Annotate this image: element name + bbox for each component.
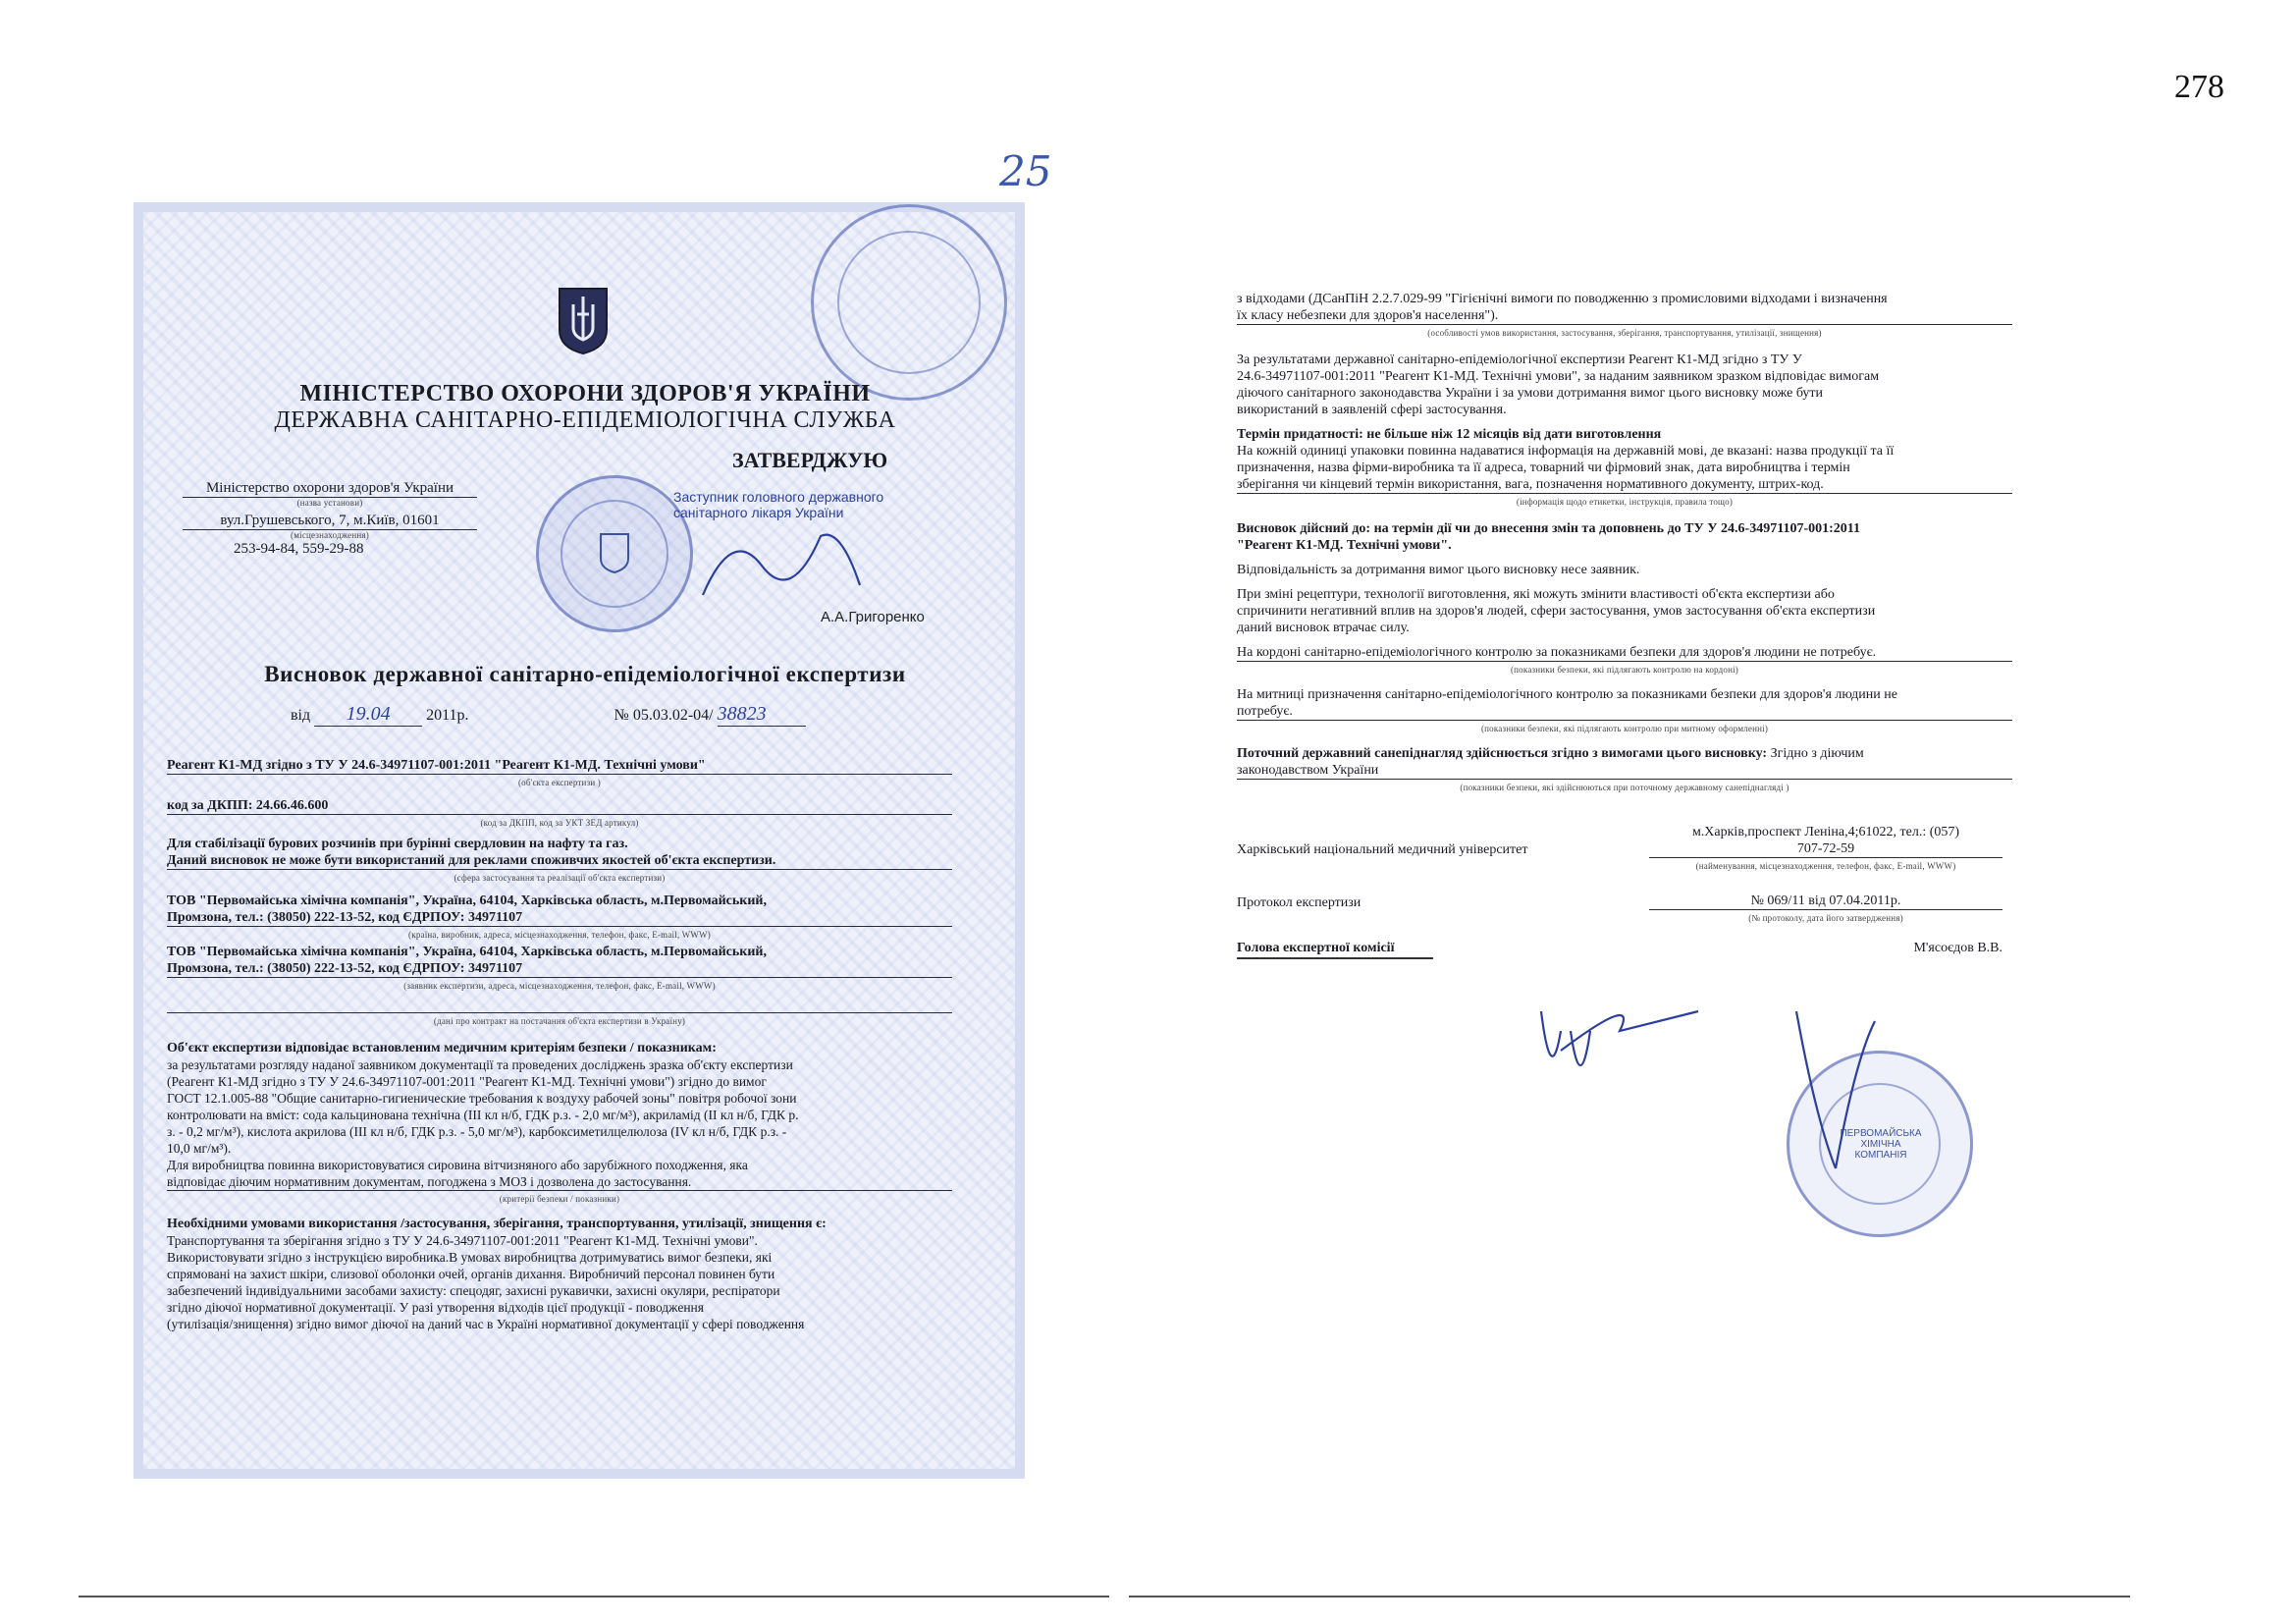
result-text [1237, 352, 2012, 418]
maker-line-2: Промзона, тел.: (38050) 222-13-52, код ЄДРПОУ: 34971107 [167, 910, 523, 925]
university-address-1: м.Харків,проспект Леніна,4;61022, тел.: (057) [1691, 825, 1960, 839]
applicant-line-2: Промзона, тел.: (38050) 222-13-52, код ЄДРПОУ: 34971107 [167, 961, 523, 976]
usage-caption: (сфера застосування та реалізації об'єкта експертизи) [454, 873, 666, 883]
shelf-caption: (інформація щодо етикетки, інструкція, правила тощо) [1516, 497, 1734, 507]
page-number: 278 [2174, 69, 2224, 105]
applicant-caption: (заявник експертизи, адреса, місцезнаходження, телефон, факс, E-mail, WWW) [403, 981, 716, 991]
institution-address: вул.Грушевського, 7, м.Київ, 01601 [220, 513, 440, 528]
date-number-row [291, 703, 978, 727]
conditions-line: (утилізація/знищення) згідно вимог діючої на даний час в Україні нормативної документації у сфері поводження [167, 1317, 805, 1331]
stamp-trident-icon [598, 531, 631, 579]
company-stamp-text: ПЕРВОМАЙСЬКА ХІМІЧНА КОМПАНІЯ [1840, 1128, 1922, 1161]
number-handwritten: 38823 [718, 703, 806, 727]
change-line: даний висновок втрачає силу. [1237, 621, 1410, 635]
conditions-line: Транспортування та зберігання згідно з ТУ У 24.6-34971107-001:2011 "Реагент К1-МД. Технічні умови". [167, 1233, 758, 1248]
usage-line-2: Даний висновок не може бути використаний для реклами споживчих якостей об'єкта експертизи. [167, 853, 776, 868]
criteria-line: за результатами розгляду наданої заявником документації та проведених досліджень зразка об'єкту експертизи [167, 1057, 793, 1072]
ministry-title [232, 381, 938, 434]
current-caption: (показники безпеки, які здійснюються при поточному державному санепіднагляді ) [1460, 783, 1789, 792]
maker-line-1: ТОВ "Первомайська хімічна компанія", Україна, 64104, Харківська область, м.Первомайський, [167, 893, 767, 908]
institution-name: Міністерство охорони здоров'я України [205, 480, 454, 496]
address-caption: (місцезнаходження) [291, 530, 369, 540]
approve-label: ЗАТВЕРДЖУЮ [732, 448, 888, 472]
chair-row [1237, 940, 2012, 969]
protocol-label: Протокол експертизи [1237, 895, 1362, 910]
right-body [1237, 291, 2012, 969]
validity-line-2: "Реагент К1-МД. Технічні умови". [1237, 538, 1452, 553]
code-caption: (код за ДКПП, код за УКТ ЗЕД артикул) [480, 818, 639, 828]
criteria-line: контролювати на вміст: сода кальцинована технічна (III кл н/б, ГДК р.з. - 2,0 мг/м³), акриламід (II кл н/б, ГДК р. [167, 1108, 799, 1122]
stamp-signature [1777, 1001, 1895, 1178]
criteria-caption: (критерії безпеки / показники) [499, 1194, 620, 1204]
corner-stamp [811, 204, 1007, 401]
university-caption: (найменування, місцезнаходження, телефон, факс, E-mail, WWW) [1695, 861, 1956, 871]
result-line: використаний в заявленій сфері застосування. [1237, 403, 1507, 417]
institution-block [183, 479, 477, 558]
conditions-line: спрямовані на захист шкіри, слизової оболонки очей, органів дихання. Виробничий персонал повинен бути [167, 1267, 775, 1281]
chair-signature [1522, 972, 1718, 1119]
border-caption: (показники безпеки, які підлягають контролю на кордоні) [1510, 665, 1739, 675]
applicant-line-1: ТОВ "Первомайська хімічна компанія", Україна, 64104, Харківська область, м.Первомайський, [167, 945, 767, 959]
maker-caption: (країна, виробник, адреса, місцезнаходження, телефон, факс, E-mail, WWW) [408, 930, 711, 940]
change-line: При зміні рецептури, технології виготовлення, які можуть змінити властивості об'єкта експертизи або [1237, 587, 1835, 602]
result-line: діючого санітарного законодавства України і за умови дотримання вимог цього висновку може бути [1237, 386, 1824, 401]
approver-name: А.А.Григоренко [821, 609, 925, 625]
left-body [167, 757, 952, 1332]
chair-name: М'ясоєдов В.В. [1913, 941, 2002, 955]
left-page [133, 202, 1025, 1479]
ministry-line-1: МІНІСТЕРСТВО ОХОРОНИ ЗДОРОВ'Я УКРАЇНИ [299, 381, 871, 406]
customs-caption: (показники безпеки, які підлягають контролю при митному оформленні) [1480, 724, 1769, 733]
date-from-label: від [291, 707, 311, 724]
university-name: Харківський національний медичний університет [1237, 842, 1528, 857]
result-line: 24.6-34971107-001:2011 "Реагент К1-МД. Технічні умови", за наданим заявником зразком відповідає вимогам [1237, 369, 1880, 384]
conditions-text [167, 1232, 952, 1332]
approver-title-2: санітарного лікаря України [673, 505, 844, 520]
criteria-line: (Реагент К1-МД згідно з ТУ У 24.6-34971107-001:2011 "Реагент К1-МД. Технічні умови") згідно до вимог [167, 1074, 767, 1089]
document-title: Висновок державної санітарно-епідеміологічної експертизи [264, 662, 906, 686]
border-control-text: На кордоні санітарно-епідеміологічного контролю за показниками безпеки для здоров'я людини не потребує. [1237, 645, 1877, 660]
current-supervision-value-2: законодавством України [1237, 763, 1379, 778]
shelf-life-heading: Термін придатності: не більше ніж 12 місяців від дати виготовлення [1237, 427, 1662, 442]
criteria-line: з. - 0,2 мг/м³), кислота акрилова (III кл н/б, ГДК р.з. - 5,0 мг/м³), карбоксиметилцелюлоза (IV кл н/б, ГДК р.з. - [167, 1124, 787, 1139]
date-year: 2011р. [426, 707, 469, 724]
customs-line: На митниці призначення санітарно-епідеміологічного контролю за показниками безпеки для здоров'я людини не [1237, 687, 1897, 702]
ministry-line-2: ДЕРЖАВНА САНІТАРНО-ЕПІДЕМІОЛОГІЧНА СЛУЖБА [274, 407, 896, 433]
protocol-caption: (№ протоколу, дата його затвердження) [1748, 913, 1903, 923]
object-caption: (об'єкта експертизи ) [517, 778, 601, 787]
shelf-line: призначення, назва фірми-виробника та її адреса, товарний чи фірмовий знак, дата виробництва і термін [1237, 460, 1850, 475]
university-address-block [1649, 824, 2002, 875]
bottom-rule-right [1129, 1596, 2130, 1597]
criteria-line: 10,0 мг/м³). [167, 1141, 232, 1156]
responsibility-text: Відповідальність за дотримання вимог цього висновку несе заявник. [1237, 563, 1640, 577]
customs-line: потребує. [1237, 704, 1293, 719]
shelf-line: зберігання чи кінцевий термін використання, вага, позначення нормативного документу, штрих-код. [1237, 477, 1824, 492]
conditions-line: Використовувати згідно з інструкцією виробника.В умовах виробництва дотримуватись вимог безпеки, які [167, 1250, 773, 1265]
protocol-row [1237, 893, 2012, 938]
current-supervision [1237, 745, 2012, 762]
ministry-stamp [536, 475, 693, 632]
bottom-rule-left [79, 1596, 1109, 1597]
institution-phones: 253-94-84, 559-29-88 [234, 541, 364, 557]
intro-line: їх класу небезпеки для здоров'я населення"). [1237, 308, 1499, 323]
handwritten-sheet-number: 25 [999, 147, 1052, 195]
criteria-line: ГОСТ 12.1.005-88 "Общие санитарно-гигиенические требования к воздуху рабочей зоны" повітря робочої зони [167, 1091, 797, 1106]
contract-caption: (дані про контракт на постачання об'єкта експертизи в Україну) [433, 1016, 686, 1026]
protocol-value-block [1649, 893, 2002, 927]
criteria-line: відповідає діючим нормативним документам, погоджена з МОЗ і дозволена до застосування. [167, 1174, 692, 1189]
approver-title-1: Заступник головного державного [673, 489, 884, 505]
criteria-heading: Об'єкт експертизи відповідає встановленим медичним критеріям безпеки / показникам: [167, 1041, 717, 1056]
conditions-heading: Необхідними умовами використання /застосування, зберігання, транспортування, утилізації, знищення є: [167, 1217, 827, 1231]
coat-of-arms-icon [556, 285, 611, 355]
university-address-2: 707-72-59 [1796, 841, 1855, 856]
intro-caption: (особливості умов використання, застосування, зберігання, транспортування, утилізації, знищення) [1427, 328, 1822, 338]
conditions-line: згідно діючої нормативної документації. У разі утворення відходів цієї продукції - поводження [167, 1300, 704, 1315]
university-row [1237, 824, 2012, 883]
current-supervision-value: Згідно з діючим [1770, 746, 1864, 761]
date-handwritten: 19.04 [314, 703, 422, 727]
right-page [1207, 245, 2022, 1453]
number-label: № 05.03.02-04/ [614, 707, 714, 724]
criteria-line: Для виробництва повинна використовуватися сировина вітчизняного або зарубіжного походження, яка [167, 1158, 748, 1172]
approver-signature [693, 507, 870, 615]
result-line: За результатами державної санітарно-епідеміологічної експертизи Реагент К1-МД згідно з ТУ У [1237, 352, 1802, 367]
object-of-expertise: Реагент К1-МД згідно з ТУ У 24.6-34971107-001:2011 "Реагент К1-МД. Технічні умови" [167, 758, 706, 773]
usage-line-1: Для стабілізації бурових розчинів при бурінні свердловин на нафту та газ. [167, 837, 628, 851]
validity-line-1: Висновок дійсний до: на термін дії чи до внесення змін та доповнень до ТУ У 24.6-34971107-001:2011 [1237, 521, 1860, 536]
change-text [1237, 586, 2012, 636]
current-supervision-heading: Поточний державний санепіднагляд здійснюється згідно з вимогами цього висновку: [1237, 746, 1768, 761]
criteria-text [167, 1056, 952, 1190]
conditions-line: забезпечений індивідуальними засобами захисту: спецодяг, захисні рукавички, захисні окуляри, респіратори [167, 1283, 780, 1298]
intro-line: з відходами (ДСанПіН 2.2.7.029-99 "Гігієнічні вимоги по поводженню з промисловими відходами і визначення [1237, 292, 1888, 306]
protocol-value: № 069/11 від 07.04.2011р. [1750, 893, 1901, 908]
shelf-line: На кожній одиниці упаковки повинна надаватися інформація на державній мові, де вказані: назва продукції та її [1237, 444, 1895, 459]
change-line: спричинити негативний вплив на здоров'я людей, сфери застосування, умов застосування об'єкта експертизи [1237, 604, 1876, 619]
chair-label: Голова експертної комісії [1237, 941, 1395, 955]
product-code: код за ДКПП: 24.66.46.600 [167, 798, 329, 813]
institution-caption: (назва установи) [296, 498, 363, 508]
